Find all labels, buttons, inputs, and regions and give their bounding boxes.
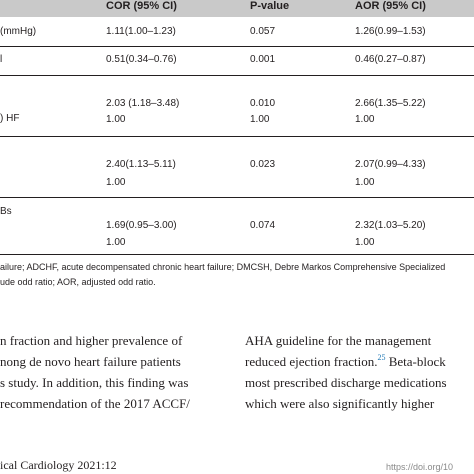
row-label: l [0,54,3,65]
reference-value: 1.00 [355,177,375,188]
reference-value: 1.00 [106,177,126,188]
reference-value: 1.00 [106,237,126,248]
header-aor: AOR (95% CI) [355,0,426,12]
cor-value: 1.11(1.00–1.23) [106,26,176,37]
body-text-line: n fraction and higher prevalence of [0,333,183,348]
row-divider [0,136,474,137]
reference-value: 1.00 [355,114,375,125]
body-text-line: AHA guideline for the management [245,333,432,348]
row-label: Bs [0,206,12,217]
header-pvalue: P-value [250,0,290,12]
body-text-line: recommendation of the 2017 ACCF/ [0,396,190,411]
reference-value: 1.00 [250,114,270,125]
body-text-line: most prescribed discharge medications [245,375,447,390]
body-text-line [245,354,446,370]
body-text-segment: reduced ejection fraction. [245,354,378,369]
table-bottom-rule [0,254,474,255]
cor-value: 0.51(0.34–0.76) [106,54,177,65]
header-cor: COR (95% CI) [106,0,177,12]
row-divider [0,75,474,76]
body-text-line: s study. In addition, this finding was [0,375,189,390]
table-footnote: ailure; ADCHF, acute decompensated chronic heart failure; DMCSH, Debre Markos Comprehensive Specialized [0,262,446,272]
aor-value: 1.26(0.99–1.53) [355,26,426,37]
reference-value: 1.00 [355,237,375,248]
aor-value: 0.46(0.27–0.87) [355,54,426,65]
row-divider [0,197,474,198]
p-value: 0.057 [250,26,276,37]
body-text-segment: Beta-block [385,354,446,369]
aor-value: 2.07(0.99–4.33) [355,159,426,170]
reference-value: 1.00 [106,114,126,125]
table-header [0,0,474,17]
p-value: 0.010 [250,98,276,109]
aor-value: 2.32(1.03–5.20) [355,220,426,231]
body-text-line: nong de novo heart failure patients [0,354,181,369]
p-value: 0.001 [250,54,276,65]
row-label: (mmHg) [0,26,37,37]
journal-footer: ical Cardiology 2021:12 [0,458,117,472]
table-footnote: ude odd ratio; AOR, adjusted odd ratio. [0,277,156,287]
row-label: ) HF [0,113,20,124]
p-value: 0.074 [250,220,276,231]
cor-value: 2.03 (1.18–3.48) [106,98,180,109]
cor-value: 2.40(1.13–5.11) [106,159,176,170]
p-value: 0.023 [250,159,276,170]
cor-value: 1.69(0.95–3.00) [106,220,177,231]
doi-link[interactable]: https://doi.org/10 [386,462,454,472]
row-divider [0,46,474,47]
body-text-line: which were also significantly higher [245,396,435,411]
citation-link[interactable]: 25 [377,353,386,362]
aor-value: 2.66(1.35–5.22) [355,98,426,109]
